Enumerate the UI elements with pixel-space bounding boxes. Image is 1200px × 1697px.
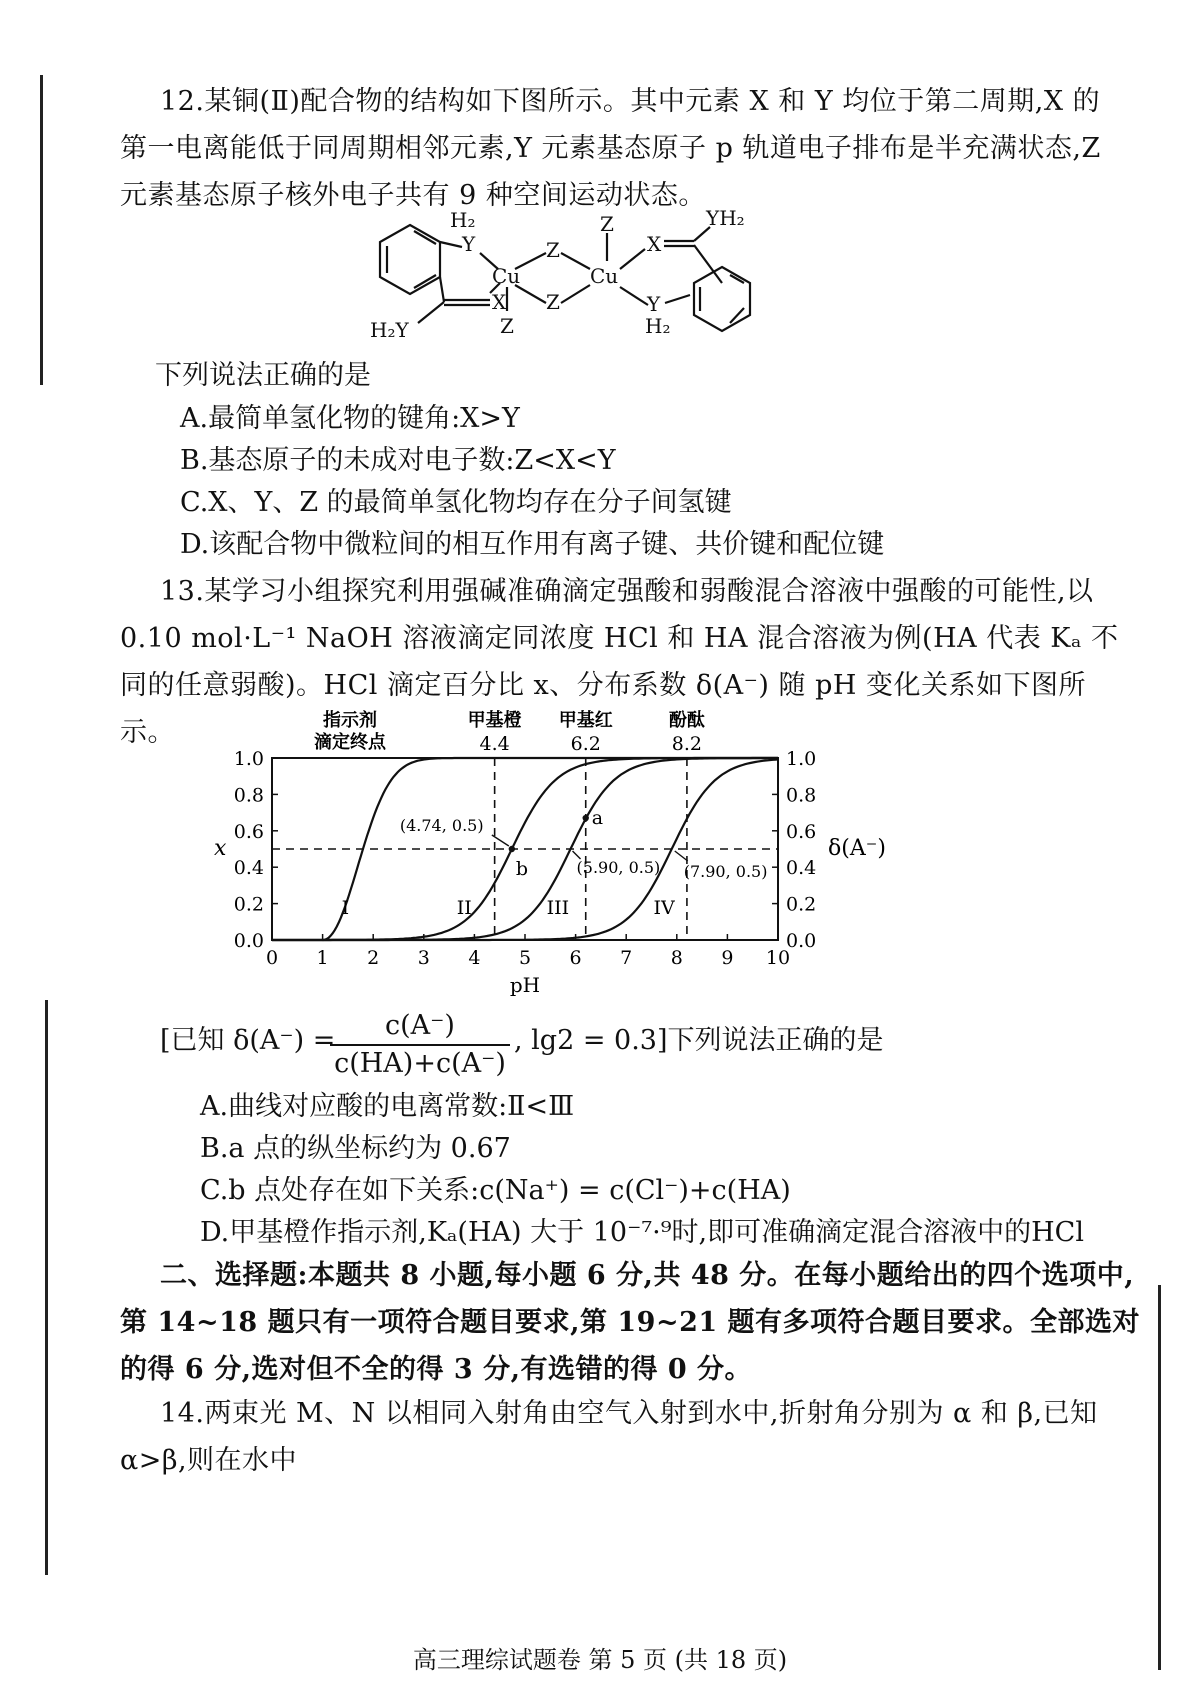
x-tick-label: 7 (620, 947, 633, 969)
struct-label: Y (647, 292, 661, 316)
q14-stem (120, 1390, 1120, 1484)
point-a (583, 815, 589, 821)
q13-fraction (330, 1008, 510, 1082)
y-tick-label-right: 0.4 (786, 857, 817, 880)
q13-option-d: D.甲基橙作指示剂,Kₐ(HA) 大于 10⁻⁷·⁹时,即可准确滴定混合溶液中的HCl (200, 1217, 1084, 1248)
header-label: 滴定终点 (314, 732, 386, 753)
struct-label: H₂ (645, 314, 671, 338)
struct-label: Cu (492, 264, 521, 288)
point-label: a (591, 807, 604, 830)
indicator-value: 6.2 (570, 733, 601, 755)
point-annotation: (5.90, 0.5) (576, 858, 661, 877)
copper-complex-structure (350, 205, 820, 375)
struct-label: H₂ (450, 208, 476, 232)
fraction-numerator: c(A⁻) (330, 1008, 510, 1046)
q13-option-b: B.a 点的纵坐标约为 0.67 (200, 1133, 511, 1164)
x-tick-label: 0 (265, 947, 279, 969)
series-label: I (341, 897, 350, 920)
q13-text: 13.某学习小组探究利用强碱准确滴定强酸和弱酸混合溶液中强酸的可能性,以 0.10 mol·L⁻¹ NaOH 溶液滴定同浓度 HCl 和 HA 混合溶液为例(HA 代表 Kₐ 不同的任意弱酸)。HCl 滴定百分比 x、分布系数 δ(A⁻) 随 pH 变化关系如下图所示。 (120, 576, 1119, 748)
y-axis-label-right: δ(A⁻) (828, 836, 886, 861)
struct-label: X (647, 232, 662, 256)
x-tick-label: 8 (670, 947, 683, 969)
left-margin-line (40, 75, 43, 385)
section2-instructions (120, 1252, 1160, 1393)
y-tick-label: 1.0 (233, 748, 264, 770)
indicator-name: 甲基红 (558, 710, 613, 731)
y-tick-label: 0.4 (233, 857, 264, 880)
annotation-arrow (675, 851, 688, 861)
y-tick-label-right: 0.0 (786, 930, 817, 952)
y-tick-label: 0.0 (233, 930, 264, 952)
x-tick-label: 2 (367, 947, 380, 969)
q14-text: 14.两束光 M、N 以相同入射角由空气入射到水中,折射角分别为 α 和 β,已知 α>β,则在水中 (120, 1398, 1098, 1476)
y-tick-label: 0.2 (233, 893, 264, 916)
q13-known-prefix: [已知 δ(A⁻) = (160, 1025, 336, 1056)
left-margin-line (45, 1000, 48, 1575)
indicator-value: 8.2 (671, 733, 703, 755)
y-tick-label-right: 0.2 (786, 893, 817, 916)
q12-option-d: D.该配合物中微粒间的相互作用有离子键、共价键和配位键 (180, 529, 885, 560)
x-tick-label: 4 (468, 947, 481, 969)
q12-question: 下列说法正确的是 (155, 360, 371, 391)
header-label: 指示剂 (323, 710, 377, 731)
x-tick-label: 10 (765, 947, 791, 969)
q13-known-suffix: , lg2 = 0.3]下列说法正确的是 (514, 1025, 884, 1056)
point-b (509, 846, 515, 852)
struct-label: Z (600, 212, 614, 236)
q12-option-a: A.最简单氢化物的键角:X>Y (180, 403, 520, 434)
y-tick-label-right: 1.0 (786, 748, 817, 770)
point-annotation: (4.74, 0.5) (399, 816, 484, 835)
indicator-name: 酚酞 (668, 710, 705, 731)
y-tick-label-right: 0.6 (786, 820, 817, 843)
struct-label: Z (546, 238, 560, 262)
indicator-value: 4.4 (479, 733, 510, 755)
series-label: IV (653, 897, 675, 920)
point-annotation: (7.90, 0.5) (683, 862, 768, 881)
y-tick-label: 0.6 (233, 820, 264, 843)
y-tick-label: 0.8 (233, 784, 264, 807)
x-tick-label: 9 (721, 947, 734, 969)
x-tick-label: 3 (417, 947, 430, 969)
fraction-denominator: c(HA)+c(A⁻) (334, 1048, 506, 1079)
point-label: b (515, 858, 529, 880)
indicator-name: 甲基橙 (467, 710, 522, 731)
struct-label: X (492, 290, 507, 314)
q12-stem (120, 78, 1120, 219)
titration-chart (200, 700, 940, 1005)
q13-option-a: A.曲线对应酸的电离常数:Ⅱ<Ⅲ (200, 1091, 575, 1122)
page-footer: 高三理综试题卷 第 5 页 (共 18 页) (412, 1646, 788, 1674)
x-tick-label: 5 (518, 947, 532, 969)
y-tick-label-right: 0.8 (786, 784, 817, 807)
struct-label: Cu (590, 264, 619, 288)
q12-text: 12.某铜(Ⅱ)配合物的结构如下图所示。其中元素 X 和 Y 均位于第二周期,X 的第一电离能低于同周期相邻元素,Y 元素基态原子 p 轨道电子排布是半充满状态,Z 元素基态原子核外电子共有 9 种空间运动状态。 (120, 86, 1101, 211)
x-tick-label: 1 (316, 947, 329, 969)
y-axis-label: x (214, 836, 227, 861)
section2-text: 二、选择题:本题共 8 小题,每小题 6 分,共 48 分。在每小题给出的四个选项中,第 14~18 题只有一项符合题目要求,第 19~21 题有多项符合题目要求。全部选对的得 6 分,选对但不全的得 3 分,有选错的得 0 分。 (120, 1260, 1141, 1385)
x-axis-label: pH (509, 973, 541, 997)
struct-label: H₂Y (370, 318, 409, 342)
q13-option-c: C.b 点处存在如下关系:c(Na⁺) = c(Cl⁻)+c(HA) (200, 1175, 791, 1206)
struct-label: Z (500, 314, 514, 338)
x-tick-label: 6 (569, 947, 582, 969)
q12-option-b: B.基态原子的未成对电子数:Z<X<Y (180, 445, 616, 476)
series-label: II (456, 897, 472, 920)
struct-label: Y (462, 232, 476, 256)
q12-option-c: C.X、Y、Z 的最简单氢化物均存在分子间氢键 (180, 487, 732, 518)
struct-label: YH₂ (706, 206, 745, 230)
series-label: III (546, 897, 570, 920)
struct-label: Z (546, 290, 560, 314)
